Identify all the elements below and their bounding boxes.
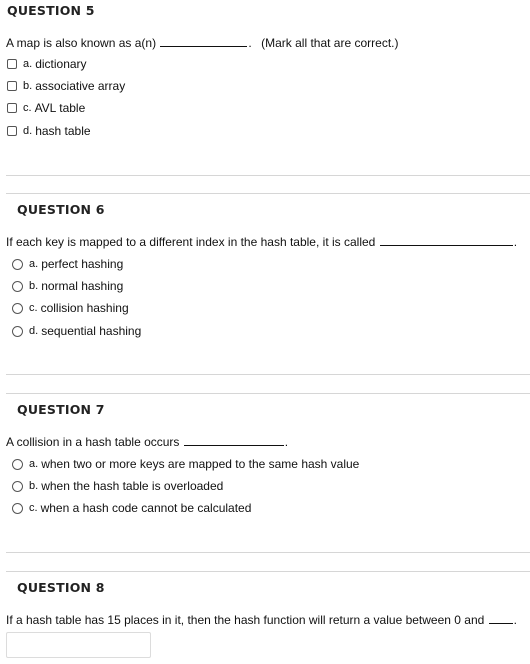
- option-letter: a.: [29, 258, 39, 270]
- q6-option-d[interactable]: [12, 324, 141, 338]
- option-text: perfect hashing: [41, 257, 124, 271]
- q5-option-d[interactable]: [7, 124, 91, 138]
- radio-button[interactable]: [12, 303, 23, 314]
- q7-option-c[interactable]: [12, 501, 251, 515]
- divider: [6, 175, 530, 176]
- question-8-answer-input[interactable]: [6, 632, 151, 658]
- option-letter: c.: [29, 302, 38, 314]
- question-7-blank: [184, 445, 284, 446]
- radio-button[interactable]: [12, 281, 23, 292]
- option-letter: c.: [23, 102, 32, 114]
- option-text: normal hashing: [41, 279, 124, 293]
- option-letter: b.: [29, 280, 39, 292]
- question-8-prompt-end: .: [513, 613, 517, 627]
- radio-button[interactable]: [12, 459, 23, 470]
- question-8-prompt: [6, 613, 517, 627]
- option-letter: a.: [23, 58, 33, 70]
- checkbox[interactable]: [7, 103, 17, 113]
- option-letter: c.: [29, 502, 38, 514]
- checkbox[interactable]: [7, 126, 17, 136]
- option-text: hash table: [35, 124, 91, 138]
- option-text: dictionary: [35, 57, 87, 71]
- question-6-title: QUESTION 6: [17, 202, 105, 217]
- question-5-prompt-end: .: [248, 36, 252, 50]
- question-7-prompt-text: A collision in a hash table occurs: [6, 435, 180, 449]
- radio-button[interactable]: [12, 326, 23, 337]
- checkbox[interactable]: [7, 59, 17, 69]
- q7-option-b[interactable]: [12, 479, 223, 493]
- option-text: associative array: [35, 79, 126, 93]
- radio-button[interactable]: [12, 481, 23, 492]
- question-6-prompt-text: If each key is mapped to a different index in the hash table, it is called: [6, 235, 376, 249]
- option-text: when the hash table is overloaded: [41, 479, 224, 493]
- question-7-title: QUESTION 7: [17, 402, 105, 417]
- option-text: when two or more keys are mapped to the same hash value: [41, 457, 360, 471]
- question-5-blank: [160, 46, 247, 47]
- question-6-prompt-end: .: [513, 235, 518, 249]
- option-letter: b.: [29, 480, 39, 492]
- question-6-blank: [380, 245, 513, 246]
- q7-option-a[interactable]: [12, 457, 359, 471]
- question-8-prompt-text: If a hash table has 15 places in it, then the hash function will return a value between 0 and: [6, 613, 485, 627]
- divider: [6, 393, 530, 394]
- question-5-note: (Mark all that are correct.): [261, 36, 399, 50]
- divider: [6, 193, 530, 194]
- option-text: AVL table: [34, 101, 86, 115]
- question-5-title: QUESTION 5: [7, 3, 95, 18]
- divider: [6, 552, 530, 553]
- option-text: collision hashing: [40, 301, 129, 315]
- q5-option-b[interactable]: [7, 79, 125, 93]
- question-5-prompt-text: A map is also known as a(n): [6, 36, 157, 50]
- option-letter: d.: [23, 125, 33, 137]
- question-5-prompt: [6, 36, 398, 50]
- radio-button[interactable]: [12, 503, 23, 514]
- question-7-prompt-end: .: [284, 435, 289, 449]
- question-7-prompt: [6, 435, 288, 449]
- q5-option-c[interactable]: [7, 101, 85, 115]
- divider: [6, 374, 530, 375]
- option-letter: b.: [23, 80, 33, 92]
- option-text: sequential hashing: [41, 324, 142, 338]
- option-letter: a.: [29, 458, 39, 470]
- question-8-blank: [489, 623, 513, 624]
- question-6-prompt: [6, 235, 517, 249]
- q6-option-b[interactable]: [12, 279, 123, 293]
- divider: [6, 571, 530, 572]
- checkbox[interactable]: [7, 81, 17, 91]
- radio-button[interactable]: [12, 259, 23, 270]
- option-letter: d.: [29, 325, 39, 337]
- q5-option-a[interactable]: [7, 57, 87, 71]
- q6-option-c[interactable]: [12, 301, 129, 315]
- q6-option-a[interactable]: [12, 257, 123, 271]
- option-text: when a hash code cannot be calculated: [40, 501, 252, 515]
- question-8-title: QUESTION 8: [17, 580, 105, 595]
